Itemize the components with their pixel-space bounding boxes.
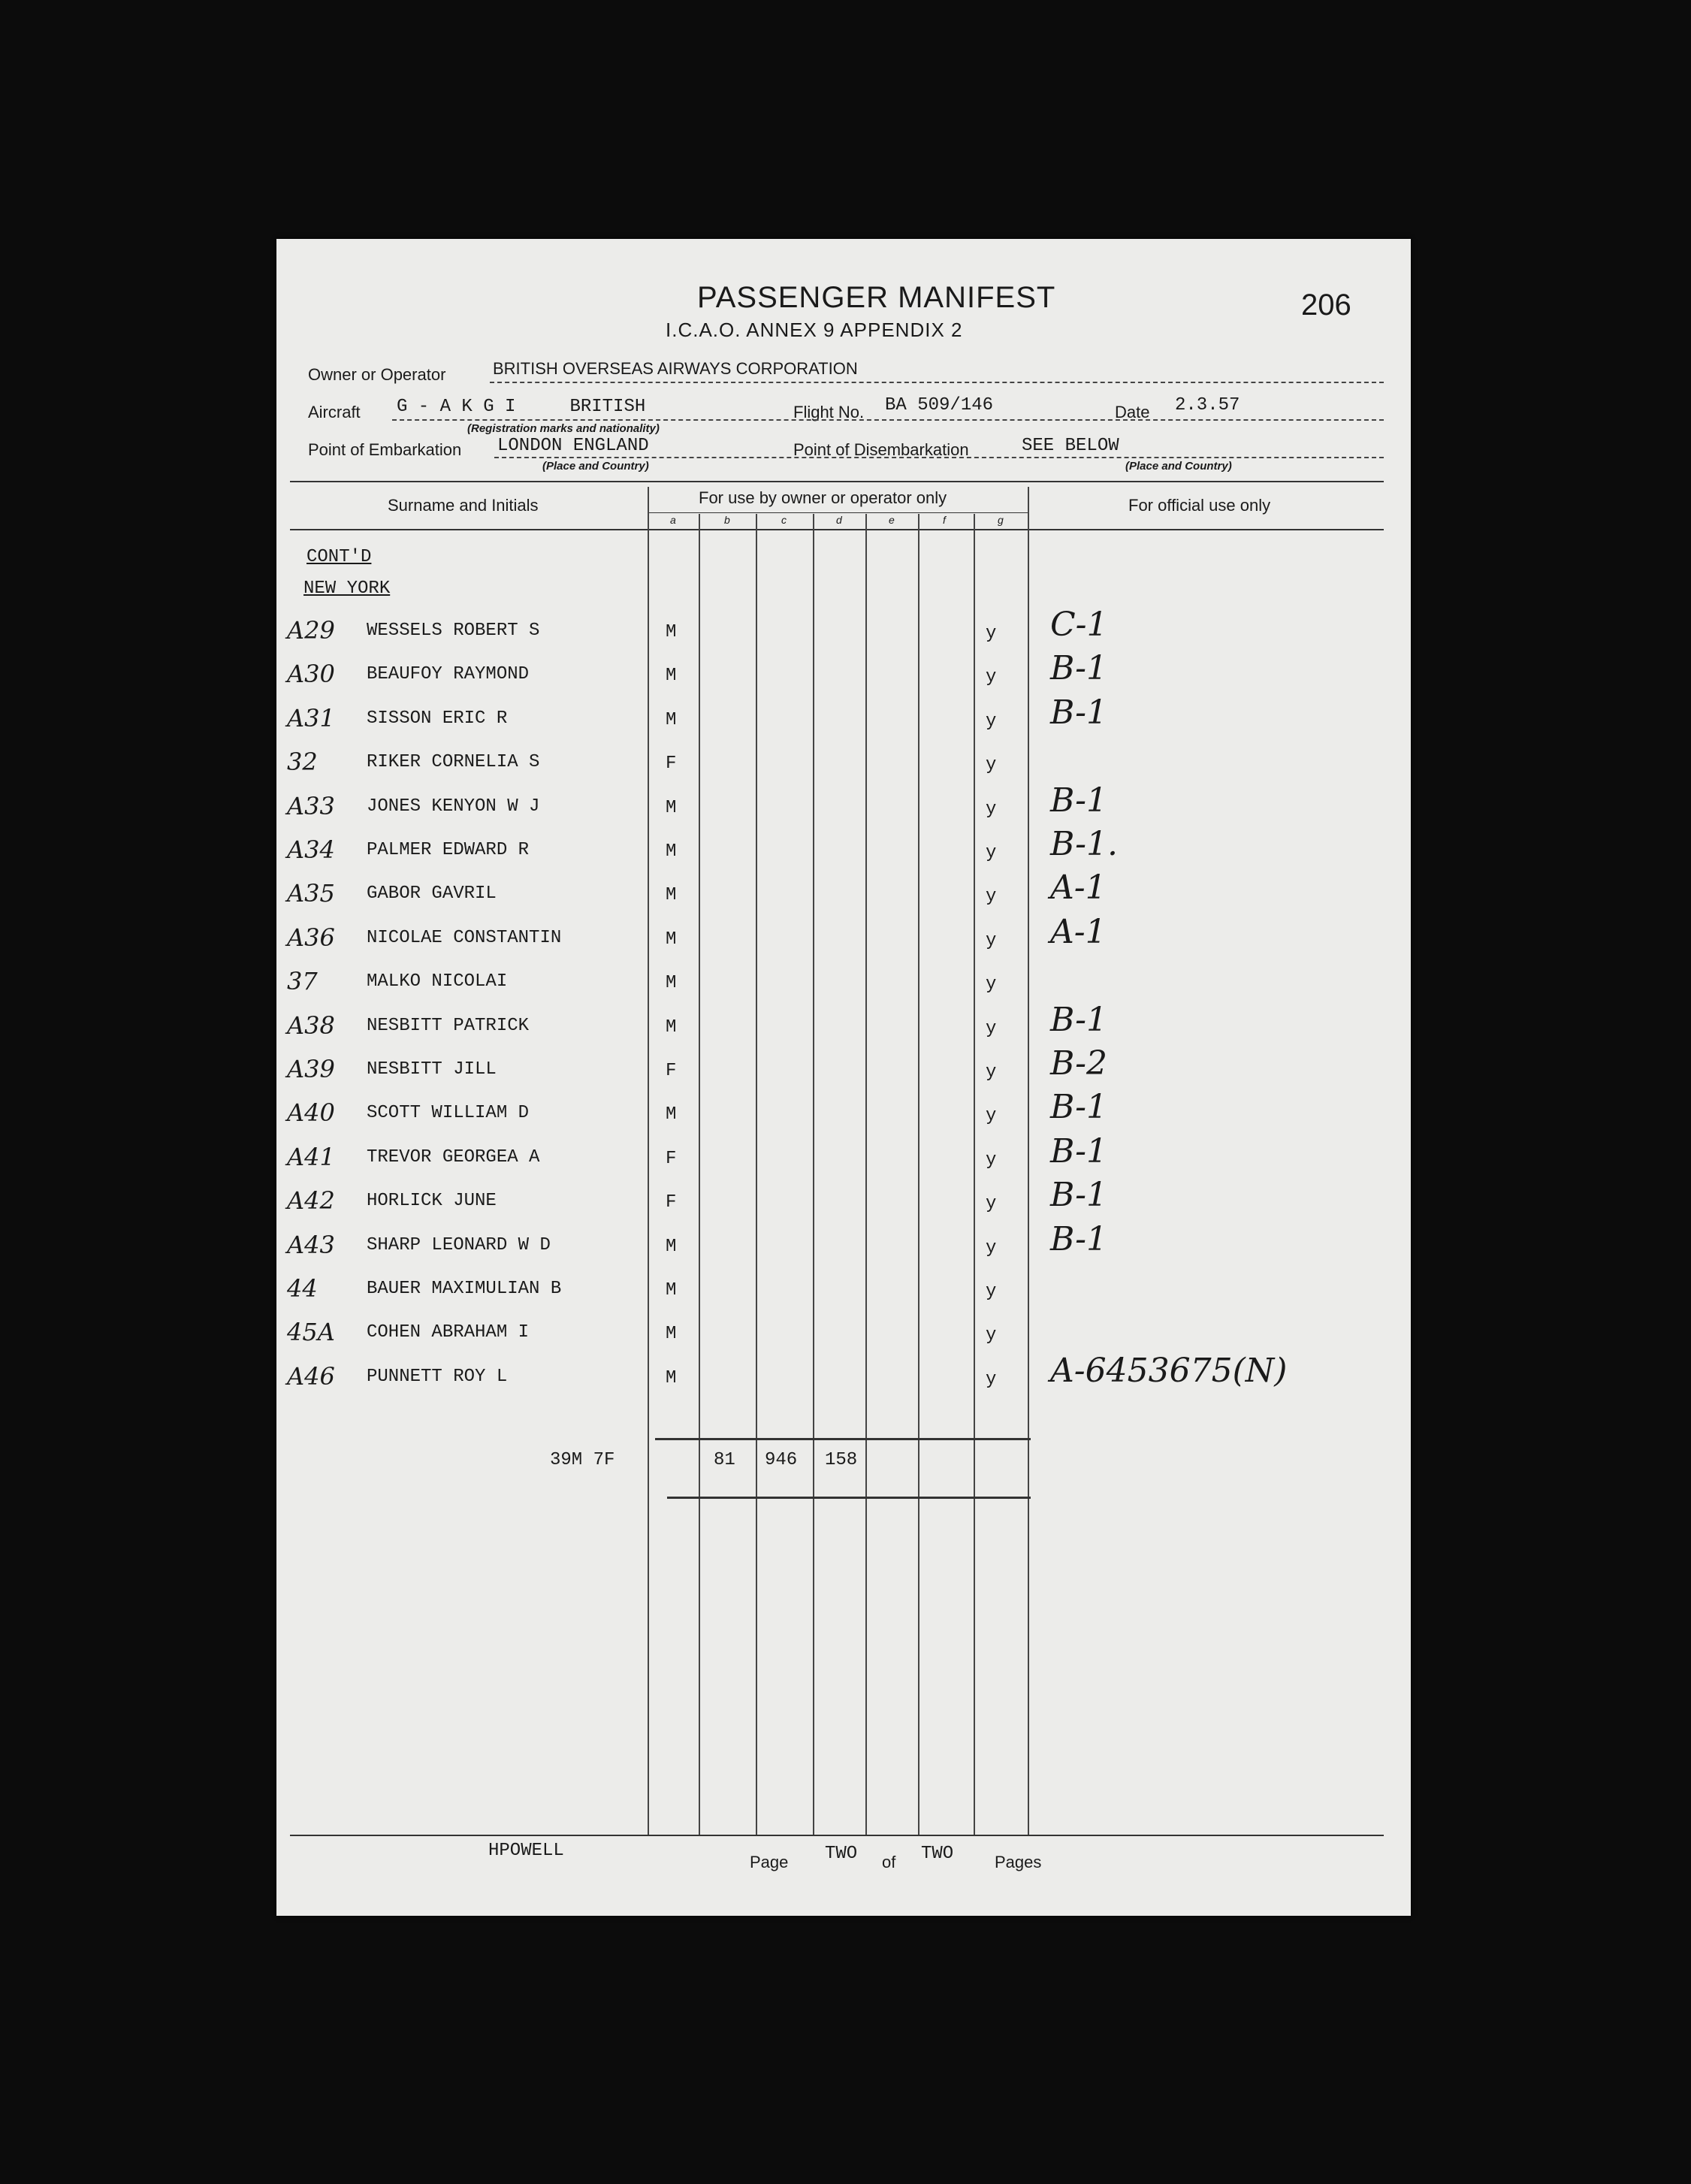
passenger-number: A42 bbox=[287, 1186, 335, 1215]
passenger-number: A46 bbox=[287, 1362, 335, 1391]
passenger-sex: M bbox=[666, 666, 677, 686]
page-number: 206 bbox=[1301, 288, 1351, 322]
official-annotation: B-1 bbox=[1050, 1220, 1108, 1258]
column-letter: a bbox=[670, 514, 676, 526]
col-line-c-left bbox=[756, 514, 757, 1835]
col-line-a-left bbox=[648, 487, 649, 1835]
passenger-col-g: y bbox=[986, 624, 997, 644]
passenger-sex: M bbox=[666, 885, 677, 905]
aircraft-label: Aircraft bbox=[308, 403, 361, 421]
passenger-name: WESSELS ROBERT S bbox=[367, 621, 540, 641]
col-line-official-left bbox=[1028, 487, 1029, 1835]
passenger-number: A34 bbox=[287, 835, 335, 864]
column-letter: e bbox=[889, 514, 895, 526]
of-value: TWO bbox=[921, 1844, 954, 1864]
page-label: Page bbox=[750, 1853, 789, 1871]
place-note-left: (Place and Country) bbox=[542, 460, 649, 473]
passenger-sex: M bbox=[666, 1280, 677, 1300]
passenger-name: COHEN ABRAHAM I bbox=[367, 1322, 530, 1343]
passenger-number: A29 bbox=[287, 616, 335, 645]
passenger-number: A38 bbox=[287, 1011, 335, 1040]
passenger-sex: M bbox=[666, 1324, 677, 1344]
passenger-sex: F bbox=[666, 1192, 677, 1213]
passenger-number: A36 bbox=[287, 923, 335, 952]
totals-count: 39M 7F bbox=[550, 1450, 615, 1470]
official-annotation: B-1 bbox=[1050, 1001, 1108, 1039]
passenger-number: A33 bbox=[287, 792, 335, 820]
passenger-col-g: y bbox=[986, 799, 997, 820]
official-annotation: B-1 bbox=[1050, 1176, 1108, 1214]
passenger-name: SHARP LEONARD W D bbox=[367, 1235, 551, 1255]
passenger-sex: M bbox=[666, 1104, 677, 1125]
passenger-col-g: y bbox=[986, 1325, 997, 1346]
official-annotation: B-1 bbox=[1050, 1132, 1108, 1171]
col-line-f-left bbox=[918, 514, 919, 1835]
passenger-number: 44 bbox=[287, 1274, 318, 1303]
passenger-number: A40 bbox=[287, 1098, 335, 1127]
passenger-col-g: y bbox=[986, 843, 997, 863]
totals-b: 81 bbox=[714, 1450, 735, 1470]
passenger-sex: F bbox=[666, 1149, 677, 1169]
passenger-number: A43 bbox=[287, 1231, 335, 1259]
col-line-e-left bbox=[865, 514, 867, 1835]
column-letter: b bbox=[724, 514, 730, 526]
owner-value: BRITISH OVERSEAS AIRWAYS CORPORATION bbox=[493, 359, 858, 378]
column-letter: f bbox=[943, 514, 946, 526]
passenger-col-g: y bbox=[986, 667, 997, 687]
passenger-col-g: y bbox=[986, 1019, 997, 1039]
passenger-sex: M bbox=[666, 622, 677, 642]
table-header-rule bbox=[290, 529, 1384, 530]
manifest-subtitle: I.C.A.O. ANNEX 9 APPENDIX 2 bbox=[666, 319, 963, 341]
passenger-name: NESBITT PATRICK bbox=[367, 1016, 530, 1036]
passenger-sex: M bbox=[666, 841, 677, 862]
passenger-number: 45A bbox=[287, 1318, 335, 1346]
embark-label: Point of Embarkation bbox=[308, 440, 462, 459]
passenger-col-g: y bbox=[986, 1106, 997, 1126]
passenger-col-g: y bbox=[986, 1194, 997, 1214]
aircraft-rule bbox=[392, 419, 1384, 421]
passenger-sex: M bbox=[666, 1237, 677, 1257]
passenger-name: HORLICK JUNE bbox=[367, 1191, 497, 1211]
column-letter: c bbox=[781, 514, 787, 526]
passenger-sex: M bbox=[666, 1017, 677, 1038]
owner-subheader-rule bbox=[648, 512, 1028, 513]
passenger-sex: M bbox=[666, 798, 677, 818]
passenger-col-g: y bbox=[986, 711, 997, 732]
passenger-name: RIKER CORNELIA S bbox=[367, 752, 540, 772]
passenger-name: BAUER MAXIMULIAN B bbox=[367, 1279, 562, 1299]
passenger-col-g: y bbox=[986, 931, 997, 951]
footer-rule bbox=[290, 1835, 1384, 1836]
flight-label: Flight No. bbox=[793, 403, 865, 421]
passenger-sex: F bbox=[666, 754, 677, 774]
passenger-number: 37 bbox=[287, 967, 318, 995]
column-letter: d bbox=[836, 514, 842, 526]
passenger-name: TREVOR GEORGEA A bbox=[367, 1147, 540, 1168]
disembark-label: Point of Disembarkation bbox=[793, 440, 969, 459]
date-value: 2.3.57 bbox=[1175, 395, 1240, 415]
official-annotation: A-1 bbox=[1050, 868, 1107, 907]
official-annotation: B-2 bbox=[1050, 1044, 1108, 1083]
official-annotation: B-1 bbox=[1050, 693, 1108, 732]
passenger-col-g: y bbox=[986, 1370, 997, 1390]
embark-value: LONDON ENGLAND bbox=[497, 436, 649, 456]
passenger-sex: M bbox=[666, 710, 677, 730]
passenger-number: A35 bbox=[287, 879, 335, 908]
totals-bottom-rule bbox=[667, 1497, 1031, 1499]
passenger-name: BEAUFOY RAYMOND bbox=[367, 664, 530, 684]
passenger-sex: M bbox=[666, 929, 677, 950]
passenger-name: PALMER EDWARD R bbox=[367, 840, 530, 860]
totals-c: 946 bbox=[765, 1450, 798, 1470]
passenger-number: A41 bbox=[287, 1143, 335, 1171]
place-note-right: (Place and Country) bbox=[1125, 460, 1232, 473]
embark-rule bbox=[494, 457, 1384, 458]
passenger-number: A39 bbox=[287, 1055, 335, 1083]
official-annotation: C-1 bbox=[1050, 606, 1108, 644]
col-header-surname: Surname and Initials bbox=[388, 496, 539, 515]
pages-label: Pages bbox=[995, 1853, 1042, 1871]
passenger-col-g: y bbox=[986, 974, 997, 995]
passenger-col-g: y bbox=[986, 755, 997, 775]
manifest-title: PASSENGER MANIFEST bbox=[697, 281, 1056, 314]
col-header-official: For official use only bbox=[1128, 496, 1271, 515]
passenger-name: NESBITT JILL bbox=[367, 1059, 497, 1080]
passenger-col-g: y bbox=[986, 1062, 997, 1083]
passenger-col-g: y bbox=[986, 1150, 997, 1171]
column-letter: g bbox=[998, 514, 1004, 526]
passenger-name: GABOR GAVRIL bbox=[367, 884, 497, 904]
manifest-sheet bbox=[276, 239, 1411, 1916]
passenger-number: 32 bbox=[287, 748, 318, 776]
official-annotation: A-6453675(N) bbox=[1050, 1352, 1288, 1390]
city-heading: NEW YORK bbox=[303, 578, 391, 599]
flight-value: BA 509/146 bbox=[885, 395, 994, 415]
aircraft-value: G - A K G I BRITISH bbox=[397, 397, 646, 417]
table-top-rule bbox=[290, 481, 1384, 482]
registration-note: (Registration marks and nationality) bbox=[467, 422, 660, 435]
official-annotation: B-1 bbox=[1050, 649, 1108, 687]
passenger-col-g: y bbox=[986, 887, 997, 907]
passenger-name: SISSON ERIC R bbox=[367, 708, 508, 729]
official-annotation: B-1 bbox=[1050, 781, 1108, 820]
official-annotation: B-1 bbox=[1050, 1088, 1108, 1126]
page-value: TWO bbox=[825, 1844, 858, 1864]
col-line-g-left bbox=[974, 514, 975, 1835]
contd-heading: CONT'D bbox=[306, 547, 372, 567]
passenger-name: PUNNETT ROY L bbox=[367, 1367, 508, 1387]
passenger-sex: M bbox=[666, 1368, 677, 1388]
prepared-by: HPOWELL bbox=[488, 1841, 564, 1861]
passenger-name: MALKO NICOLAI bbox=[367, 971, 508, 992]
official-annotation: B-1. bbox=[1050, 825, 1118, 863]
disembark-value: SEE BELOW bbox=[1022, 436, 1119, 456]
passenger-col-g: y bbox=[986, 1282, 997, 1302]
passenger-sex: M bbox=[666, 973, 677, 993]
totals-d: 158 bbox=[825, 1450, 858, 1470]
col-header-owner: For use by owner or operator only bbox=[699, 488, 947, 507]
of-label: of bbox=[882, 1853, 896, 1871]
owner-rule bbox=[490, 382, 1384, 383]
passenger-name: SCOTT WILLIAM D bbox=[367, 1103, 530, 1123]
passenger-number: A31 bbox=[287, 704, 335, 733]
passenger-sex: F bbox=[666, 1061, 677, 1081]
col-line-b-left bbox=[699, 514, 700, 1835]
passenger-number: A30 bbox=[287, 660, 335, 688]
official-annotation: A-1 bbox=[1050, 913, 1107, 951]
date-label: Date bbox=[1115, 403, 1150, 421]
passenger-name: JONES KENYON W J bbox=[367, 796, 540, 817]
passenger-name: NICOLAE CONSTANTIN bbox=[367, 928, 562, 948]
col-line-d-left bbox=[813, 514, 814, 1835]
passenger-col-g: y bbox=[986, 1238, 997, 1258]
totals-top-rule bbox=[655, 1438, 1031, 1440]
owner-label: Owner or Operator bbox=[308, 365, 446, 384]
